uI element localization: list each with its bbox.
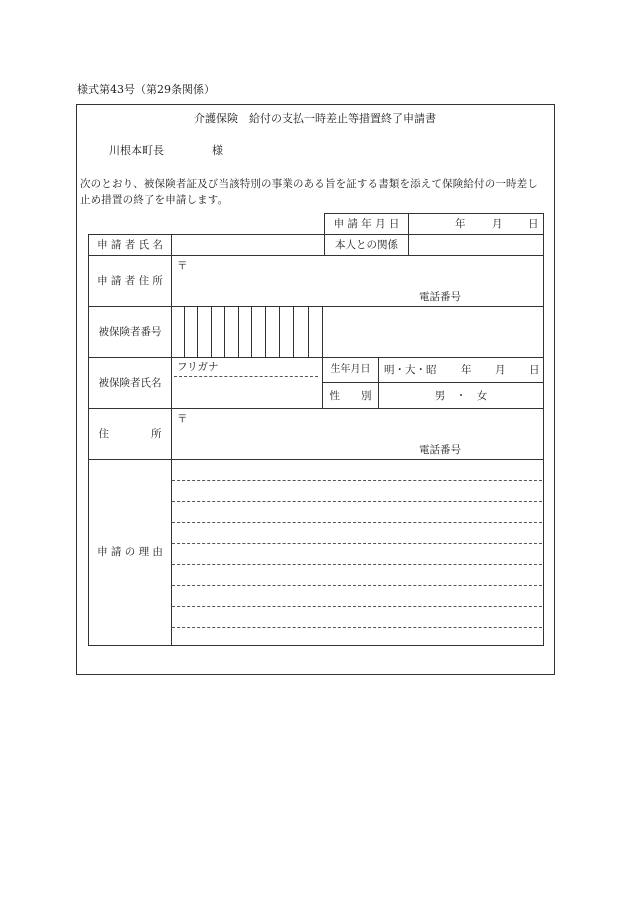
address-label: 住 所 [98, 427, 162, 440]
birthdate-year-label: 年 [461, 364, 472, 376]
applicant-postal-mark: 〒 [177, 260, 188, 272]
furigana-field[interactable] [172, 358, 322, 376]
applicant-name-field[interactable] [172, 235, 324, 255]
insured-name-label: 被保険者氏名 [98, 376, 162, 389]
birthdate-month-label: 月 [495, 364, 506, 376]
reason-label: 申 請 の 理 由 [97, 546, 163, 558]
insured-number-label: 被保険者番号 [98, 325, 162, 338]
application-date-field[interactable] [409, 214, 543, 234]
insured-number-field[interactable] [172, 307, 322, 357]
relationship-field[interactable] [409, 235, 543, 255]
furigana-label: フリガナ [177, 361, 219, 373]
application-date-label: 申 請 年 月 日 [333, 217, 400, 230]
application-date-month-label: 月 [492, 218, 503, 230]
applicant-address-label: 申 請 者 住 所 [97, 274, 163, 287]
insured-name-field[interactable] [172, 378, 322, 408]
applicant-name-label: 申 請 者 氏 名 [97, 238, 163, 251]
address-field[interactable] [172, 409, 543, 459]
addressee: 川根本町長 [109, 144, 164, 157]
applicant-address-field[interactable] [172, 256, 543, 306]
form-number: 様式第43号（第29条関係） [77, 83, 215, 96]
birthdate-day-label: 日 [529, 364, 540, 376]
birthdate-label: 生年月日 [330, 363, 371, 375]
gender-label: 性 別 [329, 389, 372, 402]
application-date-year-label: 年 [455, 218, 466, 230]
honorific: 様 [212, 144, 223, 157]
gender-options[interactable]: 男 ・ 女 [434, 389, 488, 402]
applicant-phone-label: 電話番号 [419, 291, 461, 303]
birthdate-era-options[interactable]: 明・大・昭 [384, 364, 437, 376]
address-postal-mark: 〒 [177, 413, 188, 425]
application-date-day-label: 日 [528, 218, 539, 230]
relationship-label: 本人との関係 [335, 238, 398, 251]
address-phone-label: 電話番号 [419, 444, 461, 456]
reason-field[interactable] [172, 460, 543, 645]
application-statement: 次のとおり、被保険者証及び当該特別の事業のある旨を証する書類を添えて保険給付の一時差し止め措置の終了を申請します。 [80, 178, 538, 206]
document-title: 介護保険 給付の支払一時差止等措置終了申請書 [194, 112, 436, 125]
